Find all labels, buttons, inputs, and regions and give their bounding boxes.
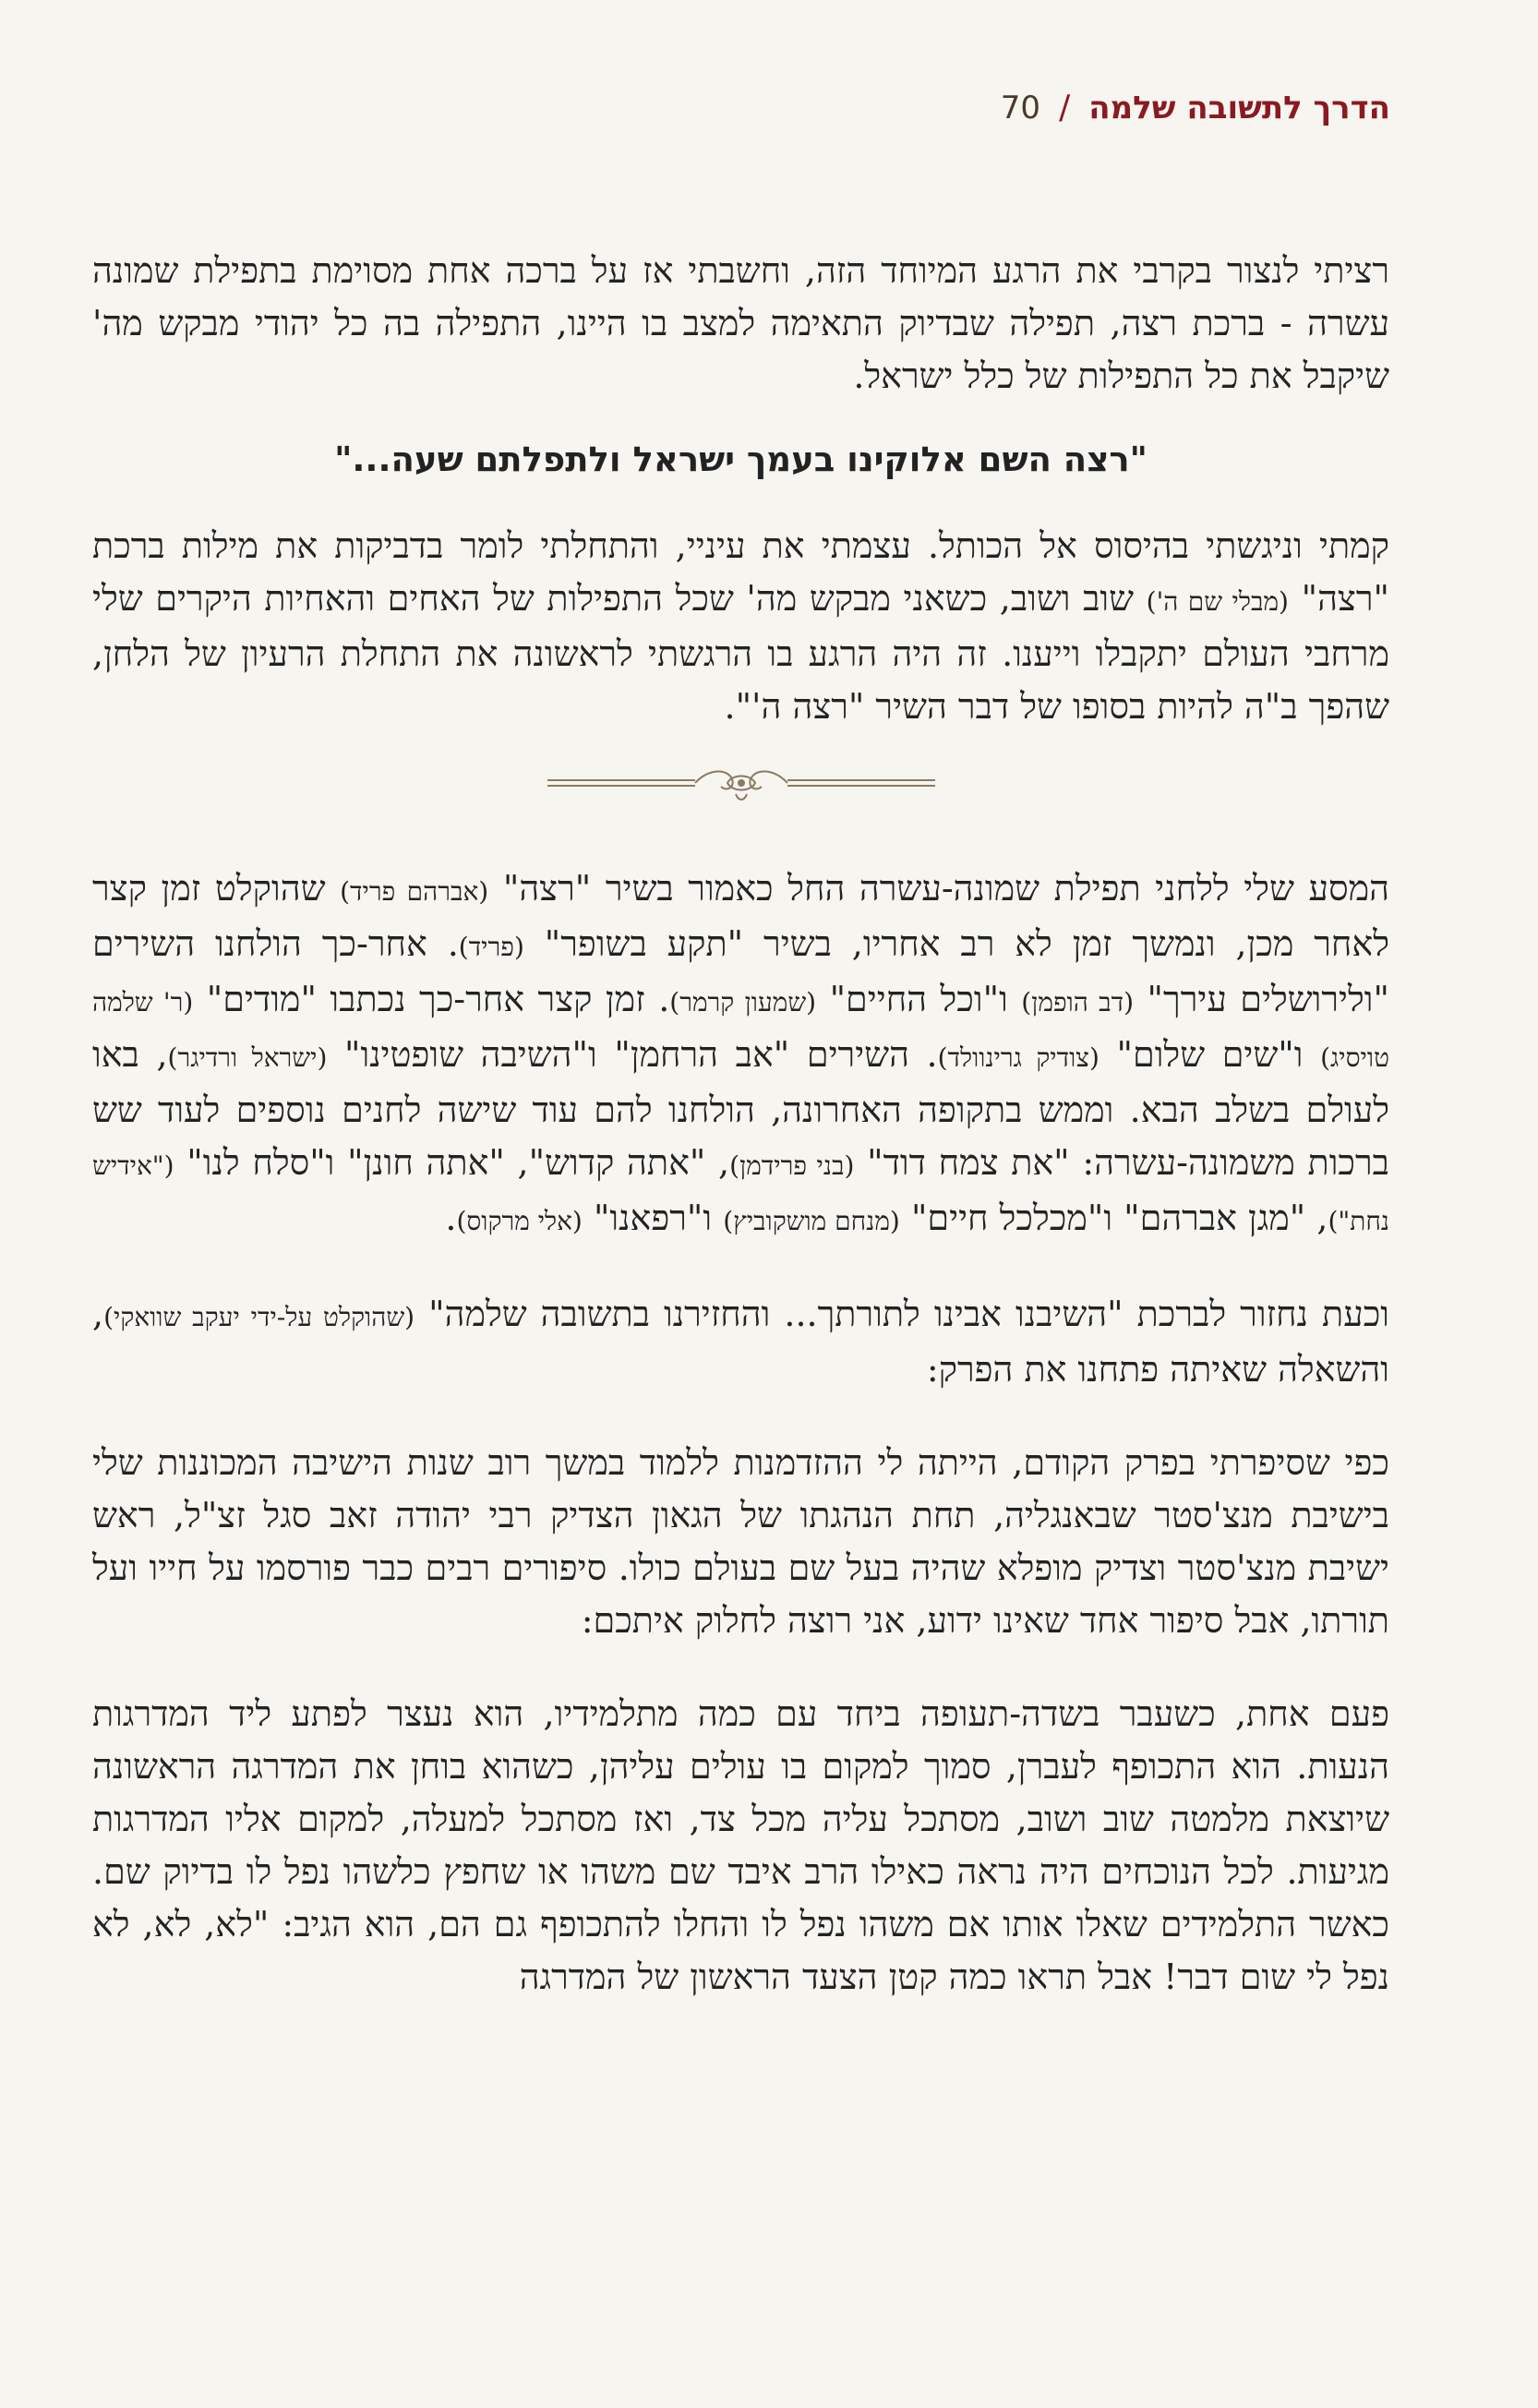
blessing-quote: "רצה השם אלוקינו בעמך ישראל ולתפלתם שעה..." <box>334 439 1147 479</box>
paragraph-3-n8: (בני פרידמן) <box>729 1150 855 1181</box>
section-divider-ornament <box>92 761 1389 807</box>
paragraph-4-text-b: , והשאלה שאיתה פתחנו את הפרק: <box>92 1294 1389 1390</box>
paragraph-3-n11: (אלי מרקוס) <box>456 1206 583 1236</box>
paragraph-3-n1: (אברהם פריד) <box>340 876 489 907</box>
running-title: הדרך לתשובה שלמה <box>1088 89 1390 126</box>
paragraph-3-t5: . זמן קצר אחר-כך נכתבו "מודים" <box>206 979 670 1019</box>
paragraph-2-text-b: שוב ושוב, כשאני מבקש מה' שכל התפילות של האחים והאחיות היקרים שלי מרחבי העולם יתקבלו וייענו. זה היה הרגע בו הרגשתי לראשונה את התחלת הרעיון של הלחן, שהפך ב"ה להיות בסופו של דבר השיר "רצה ה'". <box>92 578 1389 727</box>
paragraph-3-n9: ("אידיש נחת") <box>92 1150 1389 1236</box>
paragraph-3-t3: . אחר-כך הולחנו השירים "ולירושלים עירך" <box>92 923 1389 1019</box>
page-header <box>1001 89 1390 126</box>
paragraph-1: רציתי לנצור בקרבי את הרגע המיוחד הזה, וחשבתי אז על ברכה אחת מסוימת בתפילת שמונה עשרה - ברכת רצה, תפילה שבדיוק התאימה למצב בו היינו, התפילה בה כל יהודי מבקש מה' שיקבל את כל התפילות של כלל ישראל. <box>92 250 1389 396</box>
paragraph-2-text-a: קמתי וניגשתי בהיסוס אל הכותל. עצמתי את עיניי, והתחלתי לומר בדביקות את מילות ברכת "רצה" <box>92 525 1389 619</box>
paragraph-3-t4: ו"וכל החיים" <box>829 979 1008 1019</box>
paragraph-4 <box>92 1288 1389 1396</box>
paragraph-4-note: (שהוקלט על-ידי יעקב שוואקי) <box>103 1302 415 1332</box>
paragraph-3-n6: (צודיק גרינוולד) <box>937 1042 1099 1073</box>
paragraph-3-t6: ו"שים שלום" <box>1116 1034 1304 1075</box>
paragraph-2 <box>92 520 1389 733</box>
paragraph-3-n2: (פריד) <box>458 932 524 962</box>
paragraph-3-t9: , "אתה קדוש", "אתה חונן" ו"סלח לנו" <box>186 1142 730 1183</box>
page-number: 70 <box>1000 89 1041 126</box>
paragraph-6: פעם אחת, כשעבר בשדה-תעופה ביחד עם כמה מתלמידיו, הוא נעצר לפתע ליד המדרגות הנעות. הוא התכופף לעברן, סמוך למקום בו עולים עליהן, כשהוא בוחן את המדרגה הראשונה שיוצאת מלמטה שוב ושוב, מסתכל עליה מכל צד, ואז מסתכל למעלה, למקום אליו המדרגות מגיעות. לכל הנוכחים היה נראה כאילו הרב איבד שם משהו או שחפץ כלשהו נפל לו בדיוק שם. כאשר התלמידים שאלו אותו אם משהו נפל לו והחלו להתכופף גם הם, הוא הגיב: "לא, לא, לא נפל לי שום דבר! אבל תראו כמה קטן הצעד הראשון של המדרגה <box>92 1693 1389 1997</box>
paragraph-3-t2: שהוקלט זמן קצר לאחר מכן, ונמשך זמן לא רב אחריו, בשיר "תקע בשופר" <box>92 868 1389 964</box>
paragraph-3-t8: , באו לעולם בשלב הבא. וממש בתקופה האחרונה, הולחנו להם עוד שישה לחנים נוספים לעוד שש ברכות משמונה-עשרה: "את צמח דוד" <box>92 1034 1389 1183</box>
paragraph-3-t1: המסע שלי ללחני תפילת שמונה-עשרה החל כאמור בשיר "רצה" <box>502 868 1389 909</box>
paragraph-3-t7: . השירים "אב הרחמן" ו"השיבה שופטינו" <box>344 1034 938 1075</box>
paragraph-3-n5: (ר' שלמה טויסיג) <box>92 987 1389 1073</box>
paragraph-3-n7: (ישראל ורדיגר) <box>167 1042 328 1073</box>
paragraph-3-n10: (מנחם מושקוביץ) <box>723 1206 900 1236</box>
paragraph-5: כפי שסיפרתי בפרק הקודם, הייתה לי ההזדמנות ללמוד במשך רוב שנות הישיבה המכוננות שלי בישיבת מנצ'סטר שבאנגליה, תחת הנהגתו של הגאון הצדיק רבי יהודה זאב סגל זצ"ל, ראש ישיבת מנצ'סטר וצדיק מופלא שהיה בעל שם בעולם כולו. סיפורים רבים כבר פורסמו על חייו ועל תורתו, אבל סיפור אחד שאינו ידוע, אני רוצה לחלוק איתכם: <box>92 1442 1389 1641</box>
header-separator: / <box>1059 89 1071 126</box>
paragraph-3 <box>92 862 1389 1247</box>
paragraph-2-note: (מבלי שם ה') <box>1146 586 1289 617</box>
paragraph-3-t12: . <box>445 1198 457 1238</box>
paragraph-3-t10: , "מגן אברהם" ו"מכלכל חיים" <box>910 1198 1328 1238</box>
paragraph-3-n4: (שמעון קרמר) <box>669 987 817 1017</box>
flourish-icon <box>547 761 935 807</box>
paragraph-4-text-a: וכעת נחזור לברכת "השיבנו אבינו לתורתך... והחזירנו בתשובה שלמה" <box>428 1294 1389 1334</box>
page-body <box>92 245 1389 2004</box>
paragraph-3-t11: ו"רפאנו" <box>593 1198 713 1238</box>
paragraph-3-n3: (דב הופמן) <box>1021 987 1135 1017</box>
